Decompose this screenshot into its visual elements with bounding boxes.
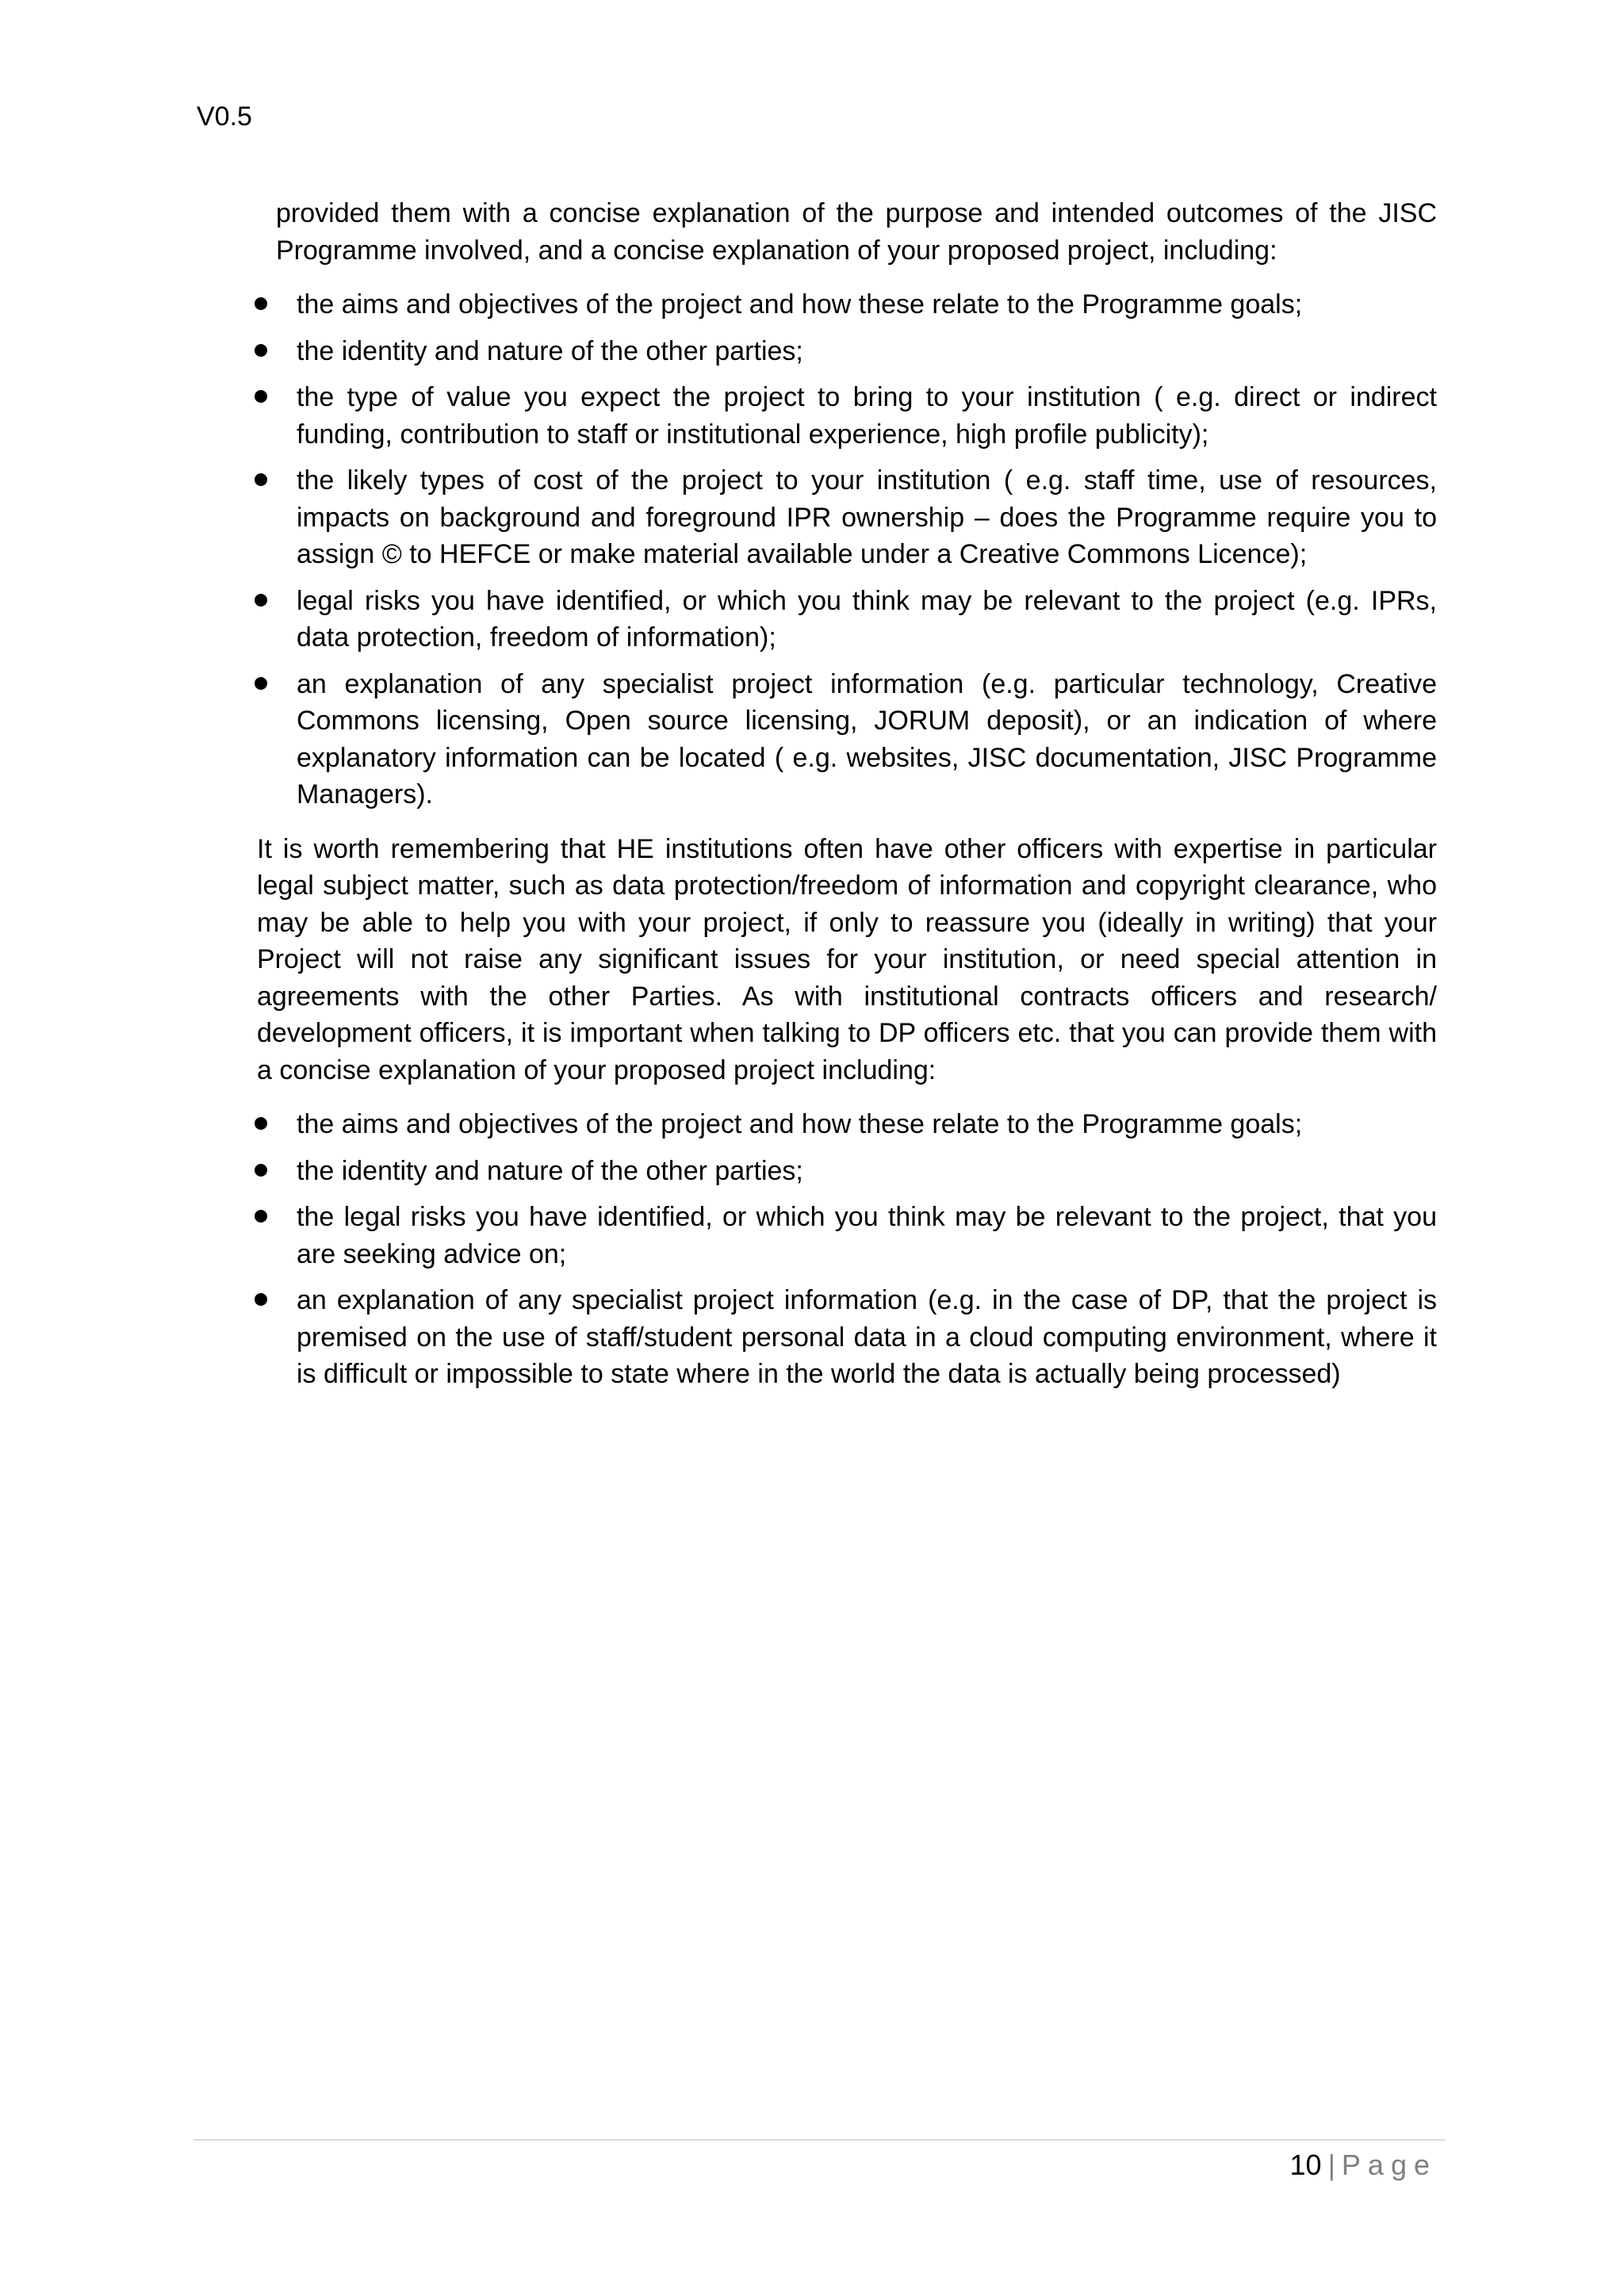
list-item-text: the identity and nature of the other parties; xyxy=(297,1155,803,1186)
version-label: V0.5 xyxy=(197,101,252,132)
intro-paragraph: provided them with a concise explanation of the purpose and intended outcomes of the JISC Programme involved, and a concise explanation of your proposed project, including: xyxy=(276,198,1437,266)
list-item-text: the identity and nature of the other parties; xyxy=(297,335,803,366)
bullet-icon xyxy=(255,1164,267,1177)
bullet-icon xyxy=(255,1210,267,1223)
list-item-text: an explanation of any specialist project information (e.g. in the case of DP, that the project is premised on the use of staff/student personal data in a cloud computing environment, where it is difficult or impossible to state where in the world the data is actually being processed) xyxy=(297,1285,1437,1389)
second-paragraph: It is worth remembering that HE institutions often have other officers with expertise in particular legal subject matter, such as data protection/freedom of information and copyright clearance, who may be able to help you with your project, if only to reassure you (ideally in writing) that your Project will not raise any significant issues for your institution, or need special attention in agreements with the other Parties. As with institutional contracts officers and research/ development officers, it is important when talking to DP officers etc. that you can provide them with a concise explanation of your proposed project including: xyxy=(257,833,1437,1085)
list-item-text: the aims and objectives of the project and how these relate to the Programme goals; xyxy=(297,1109,1303,1139)
bullet-icon xyxy=(255,1117,267,1130)
page-number: 10 xyxy=(1289,2149,1322,2181)
page-label: Page xyxy=(1341,2149,1437,2181)
bullet-icon xyxy=(255,344,267,357)
list-item xyxy=(297,1282,1437,1393)
list-item xyxy=(297,1199,1437,1272)
list-item xyxy=(297,1153,1437,1190)
list-item-text: the likely types of cost of the project to your institution ( e.g. staff time, use of resources, impacts on background and foreground IPR ownership – does the Programme require you to assign © to HEFCE or make material available under a Creative Commons Licence); xyxy=(297,465,1437,569)
second-bullet-list xyxy=(0,1106,1624,1393)
list-item xyxy=(297,583,1437,656)
list-item xyxy=(297,462,1437,573)
first-bullet-list xyxy=(0,286,1624,813)
page-footer xyxy=(1290,2145,1437,2185)
list-item-text: legal risks you have identified, or which you think may be relevant to the project (e.g. IPRs, data protection, freedom of information); xyxy=(297,585,1437,652)
bullet-icon xyxy=(255,1293,267,1306)
bullet-icon xyxy=(255,677,267,690)
list-item-text: the legal risks you have identified, or which you think may be relevant to the project, that you are seeking advice on; xyxy=(297,1202,1437,1269)
list-item-text: the aims and objectives of the project and how these relate to the Programme goals; xyxy=(297,289,1303,320)
list-item xyxy=(297,666,1437,813)
list-item-text: the type of value you expect the project to bring to your institution ( e.g. direct or indirect funding, contribution to staff or institutional experience, high profile publicity); xyxy=(297,382,1437,450)
list-item xyxy=(297,333,1437,370)
list-item xyxy=(297,1106,1437,1143)
bullet-icon xyxy=(255,473,267,486)
footer-separator: | xyxy=(1327,2149,1335,2181)
list-item xyxy=(297,286,1437,323)
bullet-icon xyxy=(255,390,267,403)
bullet-icon xyxy=(255,297,267,310)
footer-divider xyxy=(193,2139,1445,2141)
page-body xyxy=(0,195,1624,1402)
list-item-text: an explanation of any specialist project information (e.g. particular technology, Creative Commons licensing, Open source licensing, JORUM deposit), or an indication of where explanatory information can be located ( e.g. websites, JISC documentation, JISC Programme Managers). xyxy=(297,668,1437,809)
list-item xyxy=(297,379,1437,453)
bullet-icon xyxy=(255,594,267,607)
